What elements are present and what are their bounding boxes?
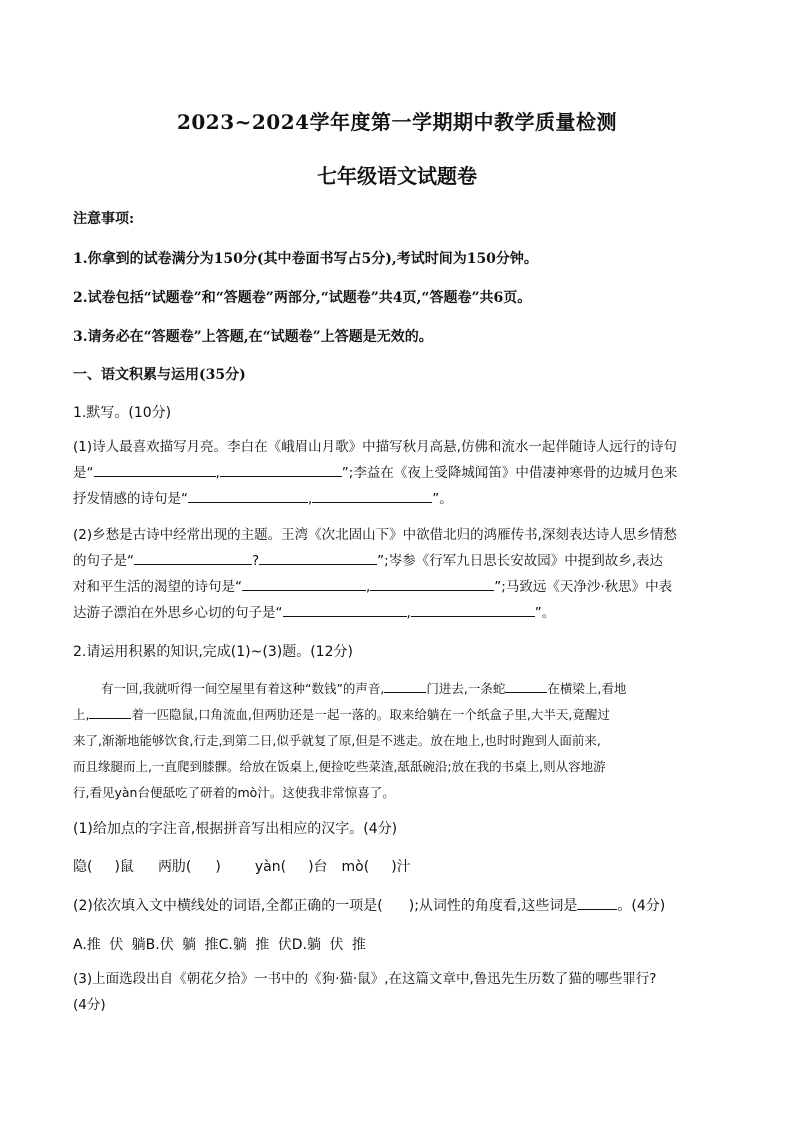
answer-blank[interactable] xyxy=(384,680,426,693)
answer-blank[interactable] xyxy=(283,602,407,617)
text-fragment: 的句子是“ xyxy=(73,553,134,569)
exam-title: 2023~2024学年度第一学期期中教学质量检测 xyxy=(176,110,618,134)
text-fragment: ”;岑参《行军九日思长安故园》中提到故乡,表达 xyxy=(377,553,664,569)
q1-p2-line-4 xyxy=(73,600,733,626)
text-fragment: ”。 xyxy=(432,491,453,507)
text-fragment: ”。 xyxy=(534,605,556,621)
text-fragment: mò( xyxy=(341,859,370,875)
answer-blank[interactable] xyxy=(312,488,432,503)
notice-item-3: 3.请务必在“答题卷”上答题,在“试题卷”上答题是无效的。 xyxy=(73,329,433,345)
answer-blank[interactable] xyxy=(411,602,535,617)
q1-p2-line-1: (2)乡愁是古诗中经常出现的主题。王湾《次北固山下》中欲借北归的鸿雁传书,深刻表达诗人思乡情愁 xyxy=(73,527,677,543)
q2-sub3-line-2: (4分) xyxy=(73,997,106,1013)
text-fragment: );从词性的角度看,这些词是 xyxy=(408,898,578,914)
text-fragment: 是“ xyxy=(73,465,94,481)
text-fragment: (2)依次填入文中横线处的词语,全都正确的一项是( xyxy=(73,898,383,914)
q1-p1-line-2 xyxy=(73,460,733,486)
text-fragment: ) xyxy=(215,859,221,875)
q1-p2-line-3 xyxy=(73,574,733,600)
passage-line-2 xyxy=(73,702,735,728)
text-fragment: 上, xyxy=(73,707,90,722)
text-fragment: )鼠 xyxy=(114,859,134,875)
answer-blank[interactable] xyxy=(259,550,377,565)
text-fragment: 抒发情感的诗句是“ xyxy=(73,491,188,507)
section-heading: 一、语文积累与运用(35分) xyxy=(73,367,246,383)
text-fragment: )汁 xyxy=(391,859,411,875)
q1-p2-line-2 xyxy=(73,548,733,574)
answer-blank[interactable] xyxy=(94,462,216,477)
text-fragment: , xyxy=(215,465,220,481)
text-fragment: )台 xyxy=(308,859,328,875)
q2-sub1-title: (1)给加点的字注音,根据拼音写出相应的汉字。(4分) xyxy=(73,821,398,837)
passage-line-4: 而且缘腿而上,一直爬到膝髁。给放在饭桌上,便捡吃些菜渣,舐舐碗沿;放在我的书桌上,则从容地游 xyxy=(73,759,606,774)
answer-blank[interactable] xyxy=(134,550,252,565)
q1-p1-line-1: (1)诗人最喜欢描写月亮。李白在《峨眉山月歌》中描写秋月高悬,仿佛和流水一起伴随诗人远行的诗句 xyxy=(73,439,677,455)
question-1-part-1 xyxy=(73,434,733,512)
passage-line-1 xyxy=(73,676,735,702)
passage-line-5: 行,看见yàn台便舐吃了研着的mò汁。这使我非常惊喜了。 xyxy=(73,785,395,800)
notice-item-1: 1.你拿到的试卷满分为150分(其中卷面书写占5分),考试时间为150分钟。 xyxy=(73,251,538,267)
text-fragment: ”;马致远《天净沙·秋思》中表 xyxy=(494,579,673,595)
q2-sub2-options: A.推 伏 躺B.伏 躺 推C.躺 推 伏D.躺 伏 推 xyxy=(73,937,366,953)
question-1-part-2 xyxy=(73,522,733,626)
notice-item-2: 2.试卷包括“试题卷”和“答题卷”两部分,“试题卷”共4页,“答题卷”共6页。 xyxy=(73,290,532,306)
exam-subtitle: 七年级语文试题卷 xyxy=(317,164,477,188)
q2-sub3-line-1: (3)上面选段出自《朝花夕拾》一书中的《狗·猫·鼠》,在这篇文章中,鲁迅先生历数了猫的哪些罪行? xyxy=(73,971,657,987)
answer-blank[interactable] xyxy=(188,488,308,503)
answer-blank[interactable] xyxy=(242,576,366,591)
text-fragment: , xyxy=(366,579,371,595)
answer-blank[interactable] xyxy=(505,680,547,693)
text-fragment: ”;李益在《夜上受降城闻笛》中借凄神寒骨的边城月色来 xyxy=(341,465,678,481)
notice-heading: 注意事项: xyxy=(73,211,135,227)
q1-p1-line-3 xyxy=(73,486,733,512)
text-fragment: 隐( xyxy=(73,859,93,875)
text-fragment: , xyxy=(308,491,313,507)
text-fragment: 门进去,一条蛇 xyxy=(426,681,506,696)
text-fragment: ? xyxy=(252,553,260,569)
text-fragment: , xyxy=(406,605,411,621)
answer-blank[interactable] xyxy=(577,895,617,910)
answer-blank[interactable] xyxy=(370,576,494,591)
reading-passage xyxy=(73,676,735,806)
question-1-title: 1.默写。(10分) xyxy=(73,405,172,421)
text-fragment: 着一匹隐鼠,口角流血,但两肋还是一起一落的。取来给躺在一个纸盒子里,大半天,竟醒过 xyxy=(131,707,610,722)
text-fragment: 两肋( xyxy=(157,859,192,875)
question-2-title: 2.请运用积累的知识,完成(1)~(3)题。(12分) xyxy=(73,644,353,660)
q2-sub1-items xyxy=(73,856,411,876)
text-fragment: 在横梁上,看地 xyxy=(547,681,627,696)
text-fragment: 对和平生活的渴望的诗句是“ xyxy=(73,579,242,595)
answer-blank[interactable] xyxy=(220,462,342,477)
passage-line-3: 来了,渐渐地能够饮食,行走,到第二日,似乎就复了原,但是不逃走。放在地上,也时时跑到人面前来, xyxy=(73,733,601,748)
text-fragment: yàn( xyxy=(254,859,287,875)
text-fragment: 有一回,我就听得一间空屋里有着这种“数钱”的声音, xyxy=(101,681,385,696)
answer-blank[interactable] xyxy=(89,706,131,719)
q2-sub3 xyxy=(73,966,733,1018)
text-fragment: 达游子漂泊在外思乡心切的句子是“ xyxy=(73,605,283,621)
text-fragment: 。(4分) xyxy=(617,898,666,914)
q2-sub2-title xyxy=(73,895,665,915)
